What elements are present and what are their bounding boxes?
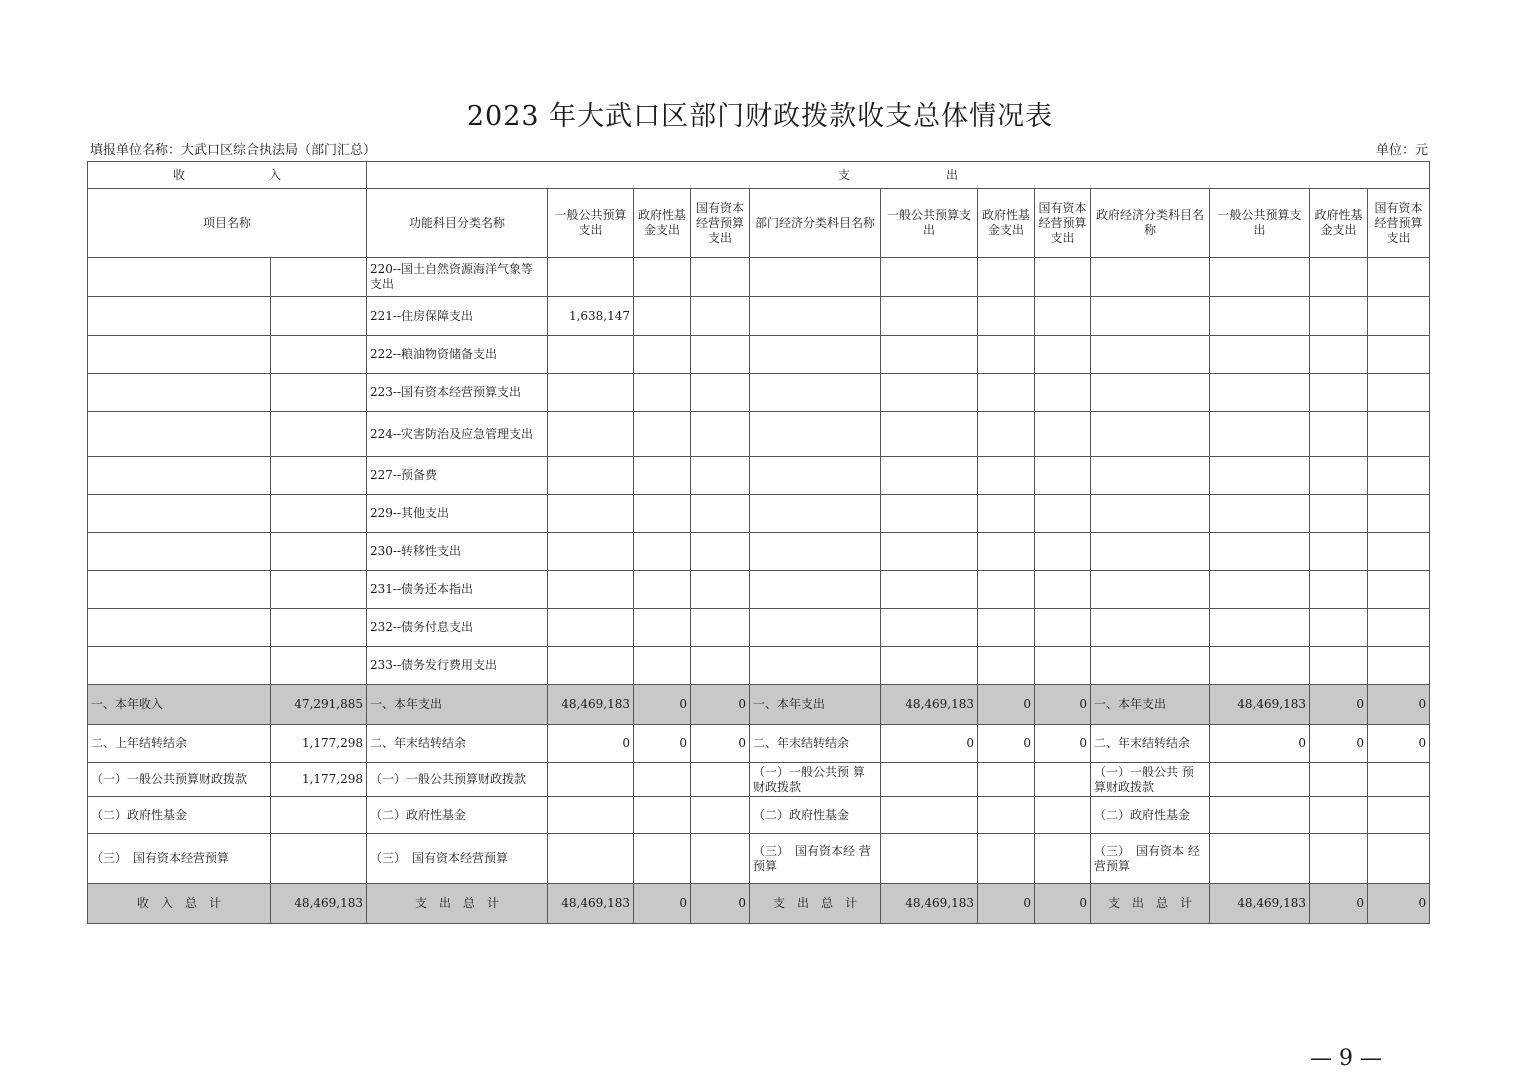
table-row	[88, 258, 1430, 297]
table-row	[88, 495, 1430, 533]
total-expense-capital: 0	[691, 884, 750, 924]
func-category-gen-budget	[548, 412, 634, 457]
func-category-name: 224--灾害防治及应急管理支出	[367, 412, 548, 457]
func-category-name: 229--其他支出	[367, 495, 548, 533]
sub1-gov-label: （一）一般公共 预 算财政拨款	[1091, 763, 1210, 797]
header-gov-econ: 政府经济分类科目名称	[1091, 189, 1210, 258]
budget-table	[87, 161, 1430, 924]
header-gov-fund-2: 政府性基金支出	[978, 189, 1035, 258]
total-expense-capital-2: 0	[1035, 884, 1091, 924]
filing-unit: 填报单位名称：大武口区综合执法局（部门汇总）	[90, 143, 377, 158]
header-expense: 支 出	[367, 162, 1430, 189]
header-gen-budget: 一般公共预算支出	[548, 189, 634, 258]
year-expense-label-2: 一、本年支出	[750, 685, 881, 725]
year-expense-fund: 0	[634, 685, 691, 725]
func-category-name: 232--债务付息支出	[367, 609, 548, 647]
end-carry-capital: 0	[691, 725, 750, 763]
sub2-dept-label: （二）政府性基金	[750, 797, 881, 834]
table-row	[88, 412, 1430, 457]
header-gen-budget-2: 一般公共预算支出	[881, 189, 978, 258]
total-expense-label-2: 支 出 总 计	[750, 884, 881, 924]
func-category-gen-budget	[548, 495, 634, 533]
header-state-capital: 国有资本经营预算支出	[691, 189, 750, 258]
func-category-name: 233--债务发行费用支出	[367, 647, 548, 685]
sub2-label: （二）政府性基金	[88, 797, 271, 834]
sub1-label: （一）一般公共预算财政拨款	[88, 763, 271, 797]
total-expense-gen-3: 48,469,183	[1210, 884, 1310, 924]
func-category-gen-budget	[548, 533, 634, 571]
header-income: 收 入	[88, 162, 367, 189]
func-category-gen-budget	[548, 374, 634, 412]
func-category-gen-budget	[548, 647, 634, 685]
header-gov-fund: 政府性基金支出	[634, 189, 691, 258]
header-project-name: 项目名称	[88, 189, 367, 258]
end-carry-gen: 0	[548, 725, 634, 763]
sub3-row	[88, 834, 1430, 884]
year-income-label: 一、本年收入	[88, 685, 271, 725]
end-carry-fund-2: 0	[978, 725, 1035, 763]
total-expense-label: 支 出 总 计	[367, 884, 548, 924]
sub3-gov-label: （三） 国有资本 经 营预算	[1091, 834, 1210, 884]
total-expense-label-3: 支 出 总 计	[1091, 884, 1210, 924]
sub2-gov-label: （二）政府性基金	[1091, 797, 1210, 834]
year-expense-gen-2: 48,469,183	[881, 685, 978, 725]
sub1-row	[88, 763, 1430, 797]
prev-carry-label: 二、上年结转结余	[88, 725, 271, 763]
sub1-expense-label: （一）一般公共预算财政拨款	[367, 763, 548, 797]
end-carry-label-3: 二、年末结转结余	[1091, 725, 1210, 763]
sub2-row	[88, 797, 1430, 834]
table-row	[88, 571, 1430, 609]
summary-rows	[88, 685, 1430, 924]
table-row	[88, 457, 1430, 495]
total-expense-gen-2: 48,469,183	[881, 884, 978, 924]
year-income-value: 47,291,885	[271, 685, 367, 725]
sub3-label: （三） 国有资本经营预算	[88, 834, 271, 884]
sub1-value: 1,177,298	[271, 763, 367, 797]
func-category-gen-budget: 1,638,147	[548, 297, 634, 336]
func-category-name: 223--国有资本经营预算支出	[367, 374, 548, 412]
total-expense-fund-3: 0	[1310, 884, 1368, 924]
func-category-gen-budget	[548, 258, 634, 297]
end-carry-fund-3: 0	[1310, 725, 1368, 763]
func-category-gen-budget	[548, 571, 634, 609]
year-expense-label-3: 一、本年支出	[1091, 685, 1210, 725]
header-state-capital-3: 国有资本经营预算支出	[1368, 189, 1430, 258]
func-category-name: 230--转移性支出	[367, 533, 548, 571]
sub2-expense-label: （二）政府性基金	[367, 797, 548, 834]
header-dept-econ: 部门经济分类科目名称	[750, 189, 881, 258]
total-expense-gen: 48,469,183	[548, 884, 634, 924]
header-gov-fund-3: 政府性基金支出	[1310, 189, 1368, 258]
table-row	[88, 297, 1430, 336]
func-category-name: 222--粮油物资储备支出	[367, 336, 548, 374]
table-row	[88, 647, 1430, 685]
year-expense-fund-2: 0	[978, 685, 1035, 725]
year-expense-capital: 0	[691, 685, 750, 725]
table-row	[88, 374, 1430, 412]
header-gen-budget-3: 一般公共预算支出	[1210, 189, 1310, 258]
table-row	[88, 609, 1430, 647]
year-expense-capital-3: 0	[1368, 685, 1430, 725]
end-carry-gen-2: 0	[881, 725, 978, 763]
func-rows	[88, 258, 1430, 685]
total-expense-fund: 0	[634, 884, 691, 924]
end-carry-label-2: 二、年末结转结余	[750, 725, 881, 763]
table-meta	[90, 139, 1428, 158]
year-expense-fund-3: 0	[1310, 685, 1368, 725]
end-carry-capital-3: 0	[1368, 725, 1430, 763]
func-category-name: 227--预备费	[367, 457, 548, 495]
end-carry-fund: 0	[634, 725, 691, 763]
table-row	[88, 533, 1430, 571]
year-expense-gen-3: 48,469,183	[1210, 685, 1310, 725]
grand-total-row	[88, 884, 1430, 924]
year-expense-gen: 48,469,183	[548, 685, 634, 725]
table-row	[88, 336, 1430, 374]
sub3-expense-label: （三） 国有资本经营预算	[367, 834, 548, 884]
prev-carry-value: 1,177,298	[271, 725, 367, 763]
func-category-name: 231--债务还本指出	[367, 571, 548, 609]
func-category-gen-budget	[548, 336, 634, 374]
total-expense-capital-3: 0	[1368, 884, 1430, 924]
func-category-gen-budget	[548, 609, 634, 647]
func-category-name: 220--国土自然资源海洋气象等 支出	[367, 258, 548, 297]
func-category-gen-budget	[548, 457, 634, 495]
header-func-name: 功能科目分类名称	[367, 189, 548, 258]
carry-row	[88, 725, 1430, 763]
end-carry-gen-3: 0	[1210, 725, 1310, 763]
sub3-dept-label: （三） 国有资本经 营 预算	[750, 834, 881, 884]
unit-label: 单位：元	[1375, 143, 1428, 158]
year-total-row	[88, 685, 1430, 725]
total-expense-fund-2: 0	[978, 884, 1035, 924]
func-category-name: 221--住房保障支出	[367, 297, 548, 336]
end-carry-capital-2: 0	[1035, 725, 1091, 763]
table-header	[88, 162, 1430, 258]
year-expense-capital-2: 0	[1035, 685, 1091, 725]
sub1-dept-label: （一）一般公共预 算 财政拨款	[750, 763, 881, 797]
page-title: 2023 年大武口区部门财政拨款收支总体情况表	[466, 101, 1054, 132]
year-expense-label: 一、本年支出	[367, 685, 548, 725]
header-state-capital-2: 国有资本经营预算支出	[1035, 189, 1091, 258]
total-income-label: 收 入 总 计	[88, 884, 271, 924]
total-income-value: 48,469,183	[271, 884, 367, 924]
page-number: — 9 —	[1310, 1046, 1382, 1071]
end-carry-label: 二、年末结转结余	[367, 725, 548, 763]
